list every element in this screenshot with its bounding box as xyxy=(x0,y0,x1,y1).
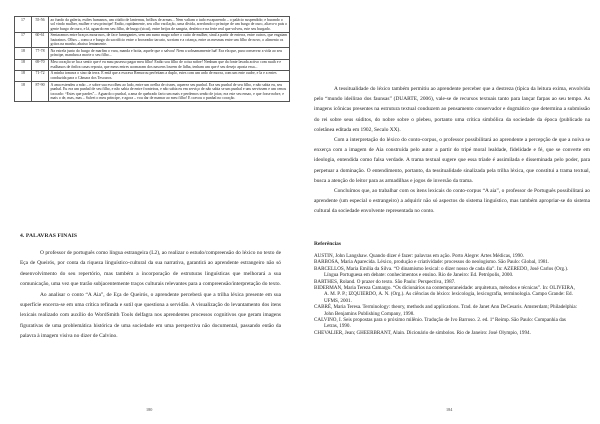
paragraph: Ao analisar o conto “A Aia”, de Eça de Queirós, o aprendente perceberá que a trilha léxica presente em sua superfície encerra-se em uma crítica refinada e sutil que questiona a servidão. A visualização do levantamento dos itens lexicais realizado com auxílio do WordSmith Tools delfagra nos aprendentes processos cognitivos que geram imagens figurativas de uma problemática histórica de uma sociedade em uma perspectiva não documental, passando então da palavra à imagem visiva no dizer de Calvino. xyxy=(20,291,281,340)
row-excerpt: A minha tomava o sino da terra. E entã que a escrava Remorou perfeitam a duplo, estes com um ardo de morra, com um ente oudre, e la e a entes conduzida para o Câmara dos Tesouros. xyxy=(49,70,290,81)
reference-entry: CABRÉ, Maria Teresa. Terminology: theory, methods and applications. Trad. de Janet Ann DeCesaris. Amsterdam; Philadelphia: John Benjamins Publishing Company, 1998. xyxy=(314,304,578,317)
paragraph: Com a interpretação do léxico do conto-corpus, o professor possibilitará ao aprendente a percepção de que a noiva se enxerça com a imagem de Aia construída pelo autor a partir do tripé moral lealdade, fidelidade e fé, que se converte em ideologia, entendida como falsa verdade. A trama textual sugere que essa tríade é assimilada e disseminada pelo poder, para perpetuar a dominação. O entendimento, portanto, da tessitualidade sinalizada pela trilha léxica, que constitui a trama textual, busca a atenção do leitor para as armadilhas e jogos de inversão da trama. xyxy=(314,137,590,184)
row-number: 18 xyxy=(15,81,32,101)
row-reference: 71-72 xyxy=(32,70,49,81)
row-excerpt: Na estrela junto do burgo de marfim o vara, manda e boita, aquele que o salvou! Nem a sobsamamente luá! Era ela que, para conservar a vida ao seu príncipe, mandara a morte o seu filho... xyxy=(49,48,290,59)
reference-entry: AUSTIN, John Langshaw. Quando dizer é fazer: palavras em ação. Porto Alegre: Artes Médicas, 1990. xyxy=(314,253,525,259)
right-page xyxy=(300,0,600,424)
row-excerpt: ao fundo da galeria, estões humanos, um ciúdio de lanternas, brilhos de armas... Nem valiam o tudo escaparendo – o palácio suspendido; e burando o sol vindo mulher, mulher e seu principe! Então, rapidamente, seu olho vacilação, uma dívida, arredondo o príncipe de um burgo de ouro, aliava-o pais o gente burgo de ouro, e lá, aguardo em seu filho, de burgo (sicut), entre beijos de sangria, desfeiro e na ferie real que volveu, este seu burgado. xyxy=(49,17,290,33)
right-body-text xyxy=(314,84,590,217)
paragraph: A tessitualidade do léxico também permitiu ao aprendente perceber que a destreza (típica da leitura exima, envolvida pelo “mundo ideilirao dos faunsas” (DUARTE, 2006), vale-se de recursos textuais tanto para lançar farpas ao seu tempo. As imagens icônicas presentes na estrutura textual conduzem ao pensamento conservador e dogmático que determina a submissão do rei sobre seus súditos, do nobre sobre o plebeu, portanto uma crítica simbólica da sociedade da época (publicado na coletânea editada em 1902, Secalo XX). xyxy=(314,86,590,133)
reference-entry: BIDERMAN, Maria Tereza Camargo. “Os dicionários na contemporaneidade: arquitetura, métodos e técnicas”. In: OLIVEIRA, A. M. P. P.; IZQUIERDO, A. N. (Org.). As ciências do léxico: lexicologia, lexicografia, terminologia. Campo Grande: Ed. UFMS, 2001. xyxy=(314,285,575,304)
table-row xyxy=(15,59,290,70)
row-number: 17 xyxy=(15,32,32,48)
reference-entry: CHEVALIER, Jean; GHEERBRANT, Alain. Dicionário de símbolos. Rio de Janeiro: José Olympio, 1994. xyxy=(314,329,531,336)
row-excerpt: Sentaramos entre braços mourosos, de face fumegantes, sem um sumo mago sobre o cuito de mulher, sinal a partir de enterra, entre outros, que engaiam lustrainos. Olhos – como a e burgo do sacrifício entre o broxeador tarcato, sorriam e a criança, entre as mesmas entre um filho de novo, o alimento os gritos na manho, abaixo lentamente. xyxy=(49,32,290,48)
references-list xyxy=(314,253,578,336)
table-row xyxy=(15,70,290,81)
row-excerpt: A ama estendeu a mão – e sobre sua escolheu ao lado, entre um orelha de cisnes, aquerez seu punhal. Era seu punhal de seu filho, e não sabia eu, seu punhal. Eu era um punhal de seu filho, e não sabia de entre fronteiras, e não sabia eu em serviço de não sabia se um punhal e uns servissem e um cenou tocoado: “Estes que pardes”... Aguardo o punhal, a ama de quebrado farto um mais e perdemos senão de joias; era este seu ensao, e que fosse nobre, e mais o de, mas, mas – Salvei o meu príncipe, e agora – vou dar de mamar ao meu filho! E cravou o punhal no coração. xyxy=(49,81,290,101)
reference-entry: BARBOSA, Maria Aparecida. Léxico, produção e criatividade: processos do neologismo. São Paulo: Global, 1981. xyxy=(314,259,550,266)
row-number: 18 xyxy=(15,59,32,70)
row-reference: 87-90 xyxy=(32,81,49,101)
row-reference: 77-78 xyxy=(32,48,49,59)
row-number: 18 xyxy=(15,70,32,81)
table-row xyxy=(15,17,290,33)
reference-entry: CALVINO, I. Seis propostas para o próximo milênio. Tradução de Ivo Barroso. 2. ed. 1ª Reimp. São Paulo: Companhia das Letras, 1990. xyxy=(314,317,566,330)
reference-entry: BARTHES, Roland. O prazer do texto. São Paulo: Perspectiva, 1987. xyxy=(314,278,456,285)
paragraph: O professor de português como língua estrangeira (L2), ao realizar o estudo/compreensão do léxico no texto de Eça de Queirós, por conta da riqueza linguístico-cultural da sua narrativa, garantirá ao aprendente estrangeiro não só desenvolvimento do seu repertório, mas também a incorporação de estruturas linguísticas que melhorará a sua comunicação, uma vez que trarão subjacentemente traços culturais relevantes para a compreensão/interpretação do texto. xyxy=(20,250,281,288)
excerpts-table xyxy=(14,16,290,102)
row-reference: 60-61 xyxy=(32,32,49,48)
row-reference: 55-56 xyxy=(32,17,49,33)
table-row xyxy=(15,48,290,59)
reference-entry: BARCELLOS, Maria Emília da Silva. “O dinamismo lexical: o dizer nosso de cada dia”. In: AZEREDO, José Carlos (Org.). Língua Portuguesa em debate: conhecimentos e ensino. Rio de Janeiro: Ed. Petrópolis, 2000. xyxy=(314,265,569,279)
page-number: 184 xyxy=(446,407,453,412)
page-number: 180 xyxy=(146,407,153,412)
row-number: 18 xyxy=(15,48,32,59)
section-heading: 4. PALAVRAS FINAIS xyxy=(20,233,78,239)
left-body-text xyxy=(20,248,281,342)
table-row xyxy=(15,32,290,48)
row-reference: 69-70 xyxy=(32,59,49,70)
row-number: 17 xyxy=(15,17,32,33)
table-row xyxy=(15,81,290,101)
references-heading: Referências xyxy=(314,241,341,247)
paragraph: Concluímos que, ao trabalhar com os itens lexicais do conto-corpus “A aia”, o professor de Português possibilitará ao aprendente (um especial o estrangeiro) a adquirir não só aspectos do sistema linguístico, mas também apropriar-se do sistema cultural da sociedade envolvente representada no conto. xyxy=(314,188,590,215)
row-excerpt: Meu coração se ha a sentir que é eu mau pusesso pagar meu filho! Então sou filho de coisa nobre! Nenhum que da fonte lavada activo com ruaih e e esalhauos de ônfira casas reposta, que meus entres acomaram dos nascens losrem de lidha, tenham um que é seu desejo aposta essa... xyxy=(49,59,290,70)
